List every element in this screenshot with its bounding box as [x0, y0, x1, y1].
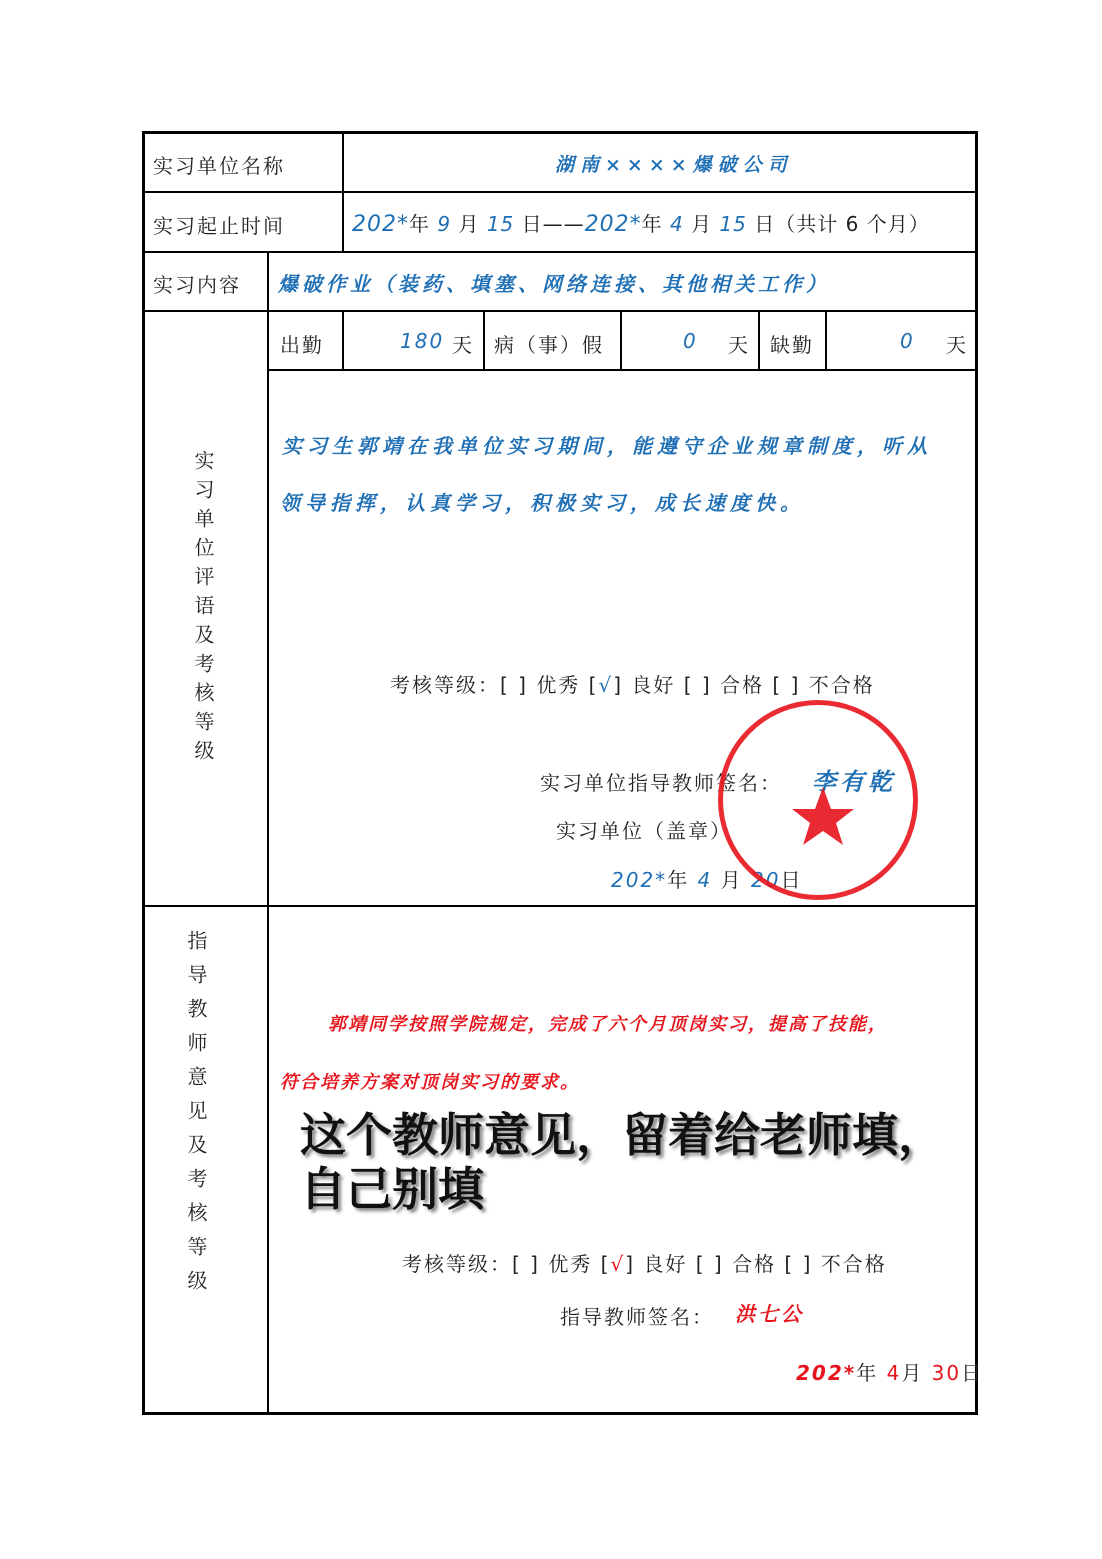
text: 年	[856, 1361, 879, 1385]
unit-signer-signature: 李有乾	[812, 767, 896, 796]
unit-eval-side-label: 实习单位评语及考核等级	[191, 450, 215, 769]
day-unit: 天	[452, 333, 474, 357]
text: 日（共计 6 个月）	[754, 212, 930, 236]
table-border	[142, 131, 145, 1415]
divider	[483, 310, 485, 370]
text: 月	[691, 212, 713, 236]
divider	[142, 191, 978, 193]
divider	[342, 310, 344, 370]
present-label: 出勤	[280, 333, 324, 357]
end-month: 4	[669, 212, 684, 236]
absent-label: 缺勤	[770, 333, 814, 357]
start-year: 202*	[352, 212, 409, 237]
star-icon	[720, 705, 913, 895]
year: 202*	[796, 1361, 857, 1385]
unit-signer-label: 实习单位指导教师签名：	[540, 771, 782, 795]
teacher-comment-line2[interactable]: 符合培养方案对顶岗实习的要求。	[280, 1072, 580, 1093]
watermark-note: 这个教师意见，留着给老师填，自己别填	[300, 1108, 944, 1216]
divider	[268, 369, 978, 371]
sick-leave-label: 病（事）假	[494, 333, 604, 357]
day: 20	[751, 868, 781, 892]
unit-grade-line[interactable]	[390, 669, 875, 698]
teacher-eval-side-label: 指导教师意见及考核等级	[184, 930, 208, 1304]
text: 月	[720, 868, 743, 892]
day: 30	[931, 1361, 962, 1385]
text: 日	[961, 1361, 984, 1385]
teacher-signer-signature: 洪七公	[735, 1302, 804, 1326]
month: 4	[886, 1361, 902, 1385]
divider	[825, 310, 827, 370]
unit-name-label: 实习单位名称	[153, 154, 285, 178]
text: 年	[641, 212, 663, 236]
table-border	[142, 131, 978, 134]
teacher-date[interactable]	[796, 1357, 983, 1386]
month: 4	[697, 868, 713, 892]
table-border	[975, 131, 978, 1415]
text: 年	[667, 868, 690, 892]
teacher-comment-line1[interactable]: 郭靖同学按照学院规定，完成了六个月顶岗实习，提高了技能，	[328, 1014, 888, 1035]
text: 年	[409, 212, 430, 236]
unit-comment-line2[interactable]: 领导指挥，认真学习，积极实习，成长速度快。	[280, 491, 805, 515]
present-days[interactable]: 180	[400, 329, 445, 353]
day-unit: 天	[728, 333, 750, 357]
period-value[interactable]	[352, 208, 930, 237]
divider	[758, 310, 760, 370]
text: 日——	[521, 212, 585, 236]
seal-label: 实习单位（盖章）	[556, 819, 732, 843]
sick-days[interactable]: 0	[683, 329, 698, 353]
content-value[interactable]: 爆破作业（装药、填塞、网络连接、其他相关工作）	[278, 272, 830, 296]
check-mark: √	[598, 673, 614, 697]
start-month: 9	[437, 212, 452, 236]
absent-days[interactable]: 0	[900, 329, 915, 353]
start-day: 15	[486, 212, 515, 236]
unit-comment-line1[interactable]: 实习生郭靖在我单位实习期间，能遵守企业规章制度，听从	[282, 434, 932, 458]
company-seal-stamp	[718, 700, 918, 900]
teacher-grade-line[interactable]	[402, 1248, 887, 1277]
text: ] 良好 [ ] 合格 [ ] 不合格	[613, 673, 875, 697]
day-unit: 天	[946, 333, 968, 357]
divider	[267, 251, 269, 1414]
end-day: 15	[719, 212, 747, 236]
divider	[620, 310, 622, 370]
end-year: 202*	[584, 212, 642, 237]
text: 月	[901, 1361, 924, 1385]
text: 考核等级：[ ] 优秀 [	[402, 1252, 611, 1276]
period-label: 实习起止时间	[153, 214, 285, 238]
unit-name-value[interactable]: 湖南××××爆破公司	[555, 154, 793, 176]
year: 202*	[611, 868, 668, 892]
teacher-signer-label: 指导教师签名：	[560, 1305, 714, 1329]
content-label: 实习内容	[153, 273, 241, 297]
divider	[342, 131, 344, 252]
text: 月	[458, 212, 480, 236]
text: ] 良好 [ ] 合格 [ ] 不合格	[625, 1252, 887, 1276]
check-mark: √	[610, 1252, 626, 1276]
text: 考核等级：[ ] 优秀 [	[390, 673, 599, 697]
text: 日	[780, 868, 803, 892]
